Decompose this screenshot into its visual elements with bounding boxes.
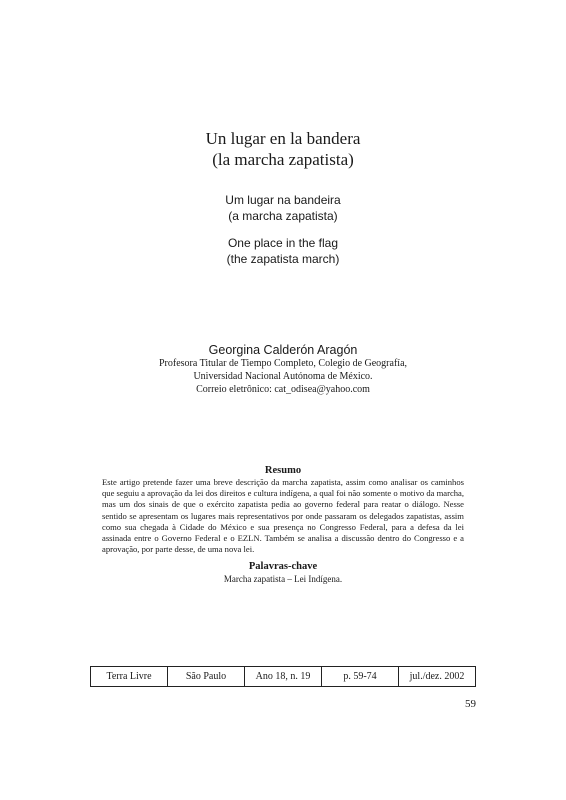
author-email: Correio eletrônico: cat_odisea@yahoo.com xyxy=(196,384,370,395)
title-pt-line-2: (a marcha zapatista) xyxy=(228,209,338,223)
journal-name-cell: Terra Livre xyxy=(91,667,168,687)
journal-info-row xyxy=(91,667,476,687)
journal-date-cell: jul./dez. 2002 xyxy=(399,667,476,687)
journal-city-cell: São Paulo xyxy=(168,667,245,687)
keywords-heading: Palavras-chave xyxy=(248,561,318,572)
keywords-text: Marcha zapatista – Lei Indígena. xyxy=(223,574,343,584)
title-line-1: Un lugar en la bandera xyxy=(205,129,361,148)
title-en-line-1: One place in the flag xyxy=(227,236,339,250)
title-es xyxy=(0,128,566,170)
title-pt xyxy=(0,192,566,224)
title-en xyxy=(0,235,566,267)
title-en-line-2: (the zapatista march) xyxy=(226,252,340,266)
title-pt-line-1: Um lugar na bandeira xyxy=(225,193,341,207)
affiliation-line-2: Universidad Nacional Autónoma de México. xyxy=(193,371,373,382)
page-number: 59 xyxy=(465,698,476,710)
abstract-text: Este artigo pretende fazer uma breve descrição da marcha zapatista, assim como analisar os caminhos que seguiu a aprovação da lei dos direitos e cultura indígena, a qual foi não somente o motivo da marcha, mas um dos sinais de que o exército zapatista pedia ao governo federal para reatar o diálogo. Nesse sentido se apresentam os lugares mais representativos por onde passaram os delegados zapatistas, assim como sua chegada à Cidade do México e sua presença no Congresso Federal, para a defesa da lei assinada entre o Governo Federal e o EZLN. Também se analisa a discussão dentro do Congresso e a aprovação, por parte desse, de uma nova lei. xyxy=(102,477,465,555)
author-name: Georgina Calderón Aragón xyxy=(208,343,358,357)
title-line-2: (la marcha zapatista) xyxy=(212,150,354,169)
journal-volume-cell: Ano 18, n. 19 xyxy=(245,667,322,687)
journal-info-table xyxy=(90,666,476,687)
author-affiliation xyxy=(0,357,566,396)
journal-pages-cell: p. 59-74 xyxy=(322,667,399,687)
abstract-heading: Resumo xyxy=(264,465,302,476)
affiliation-line-1: Profesora Titular de Tiempo Completo, Colegio de Geografía, xyxy=(158,358,408,369)
